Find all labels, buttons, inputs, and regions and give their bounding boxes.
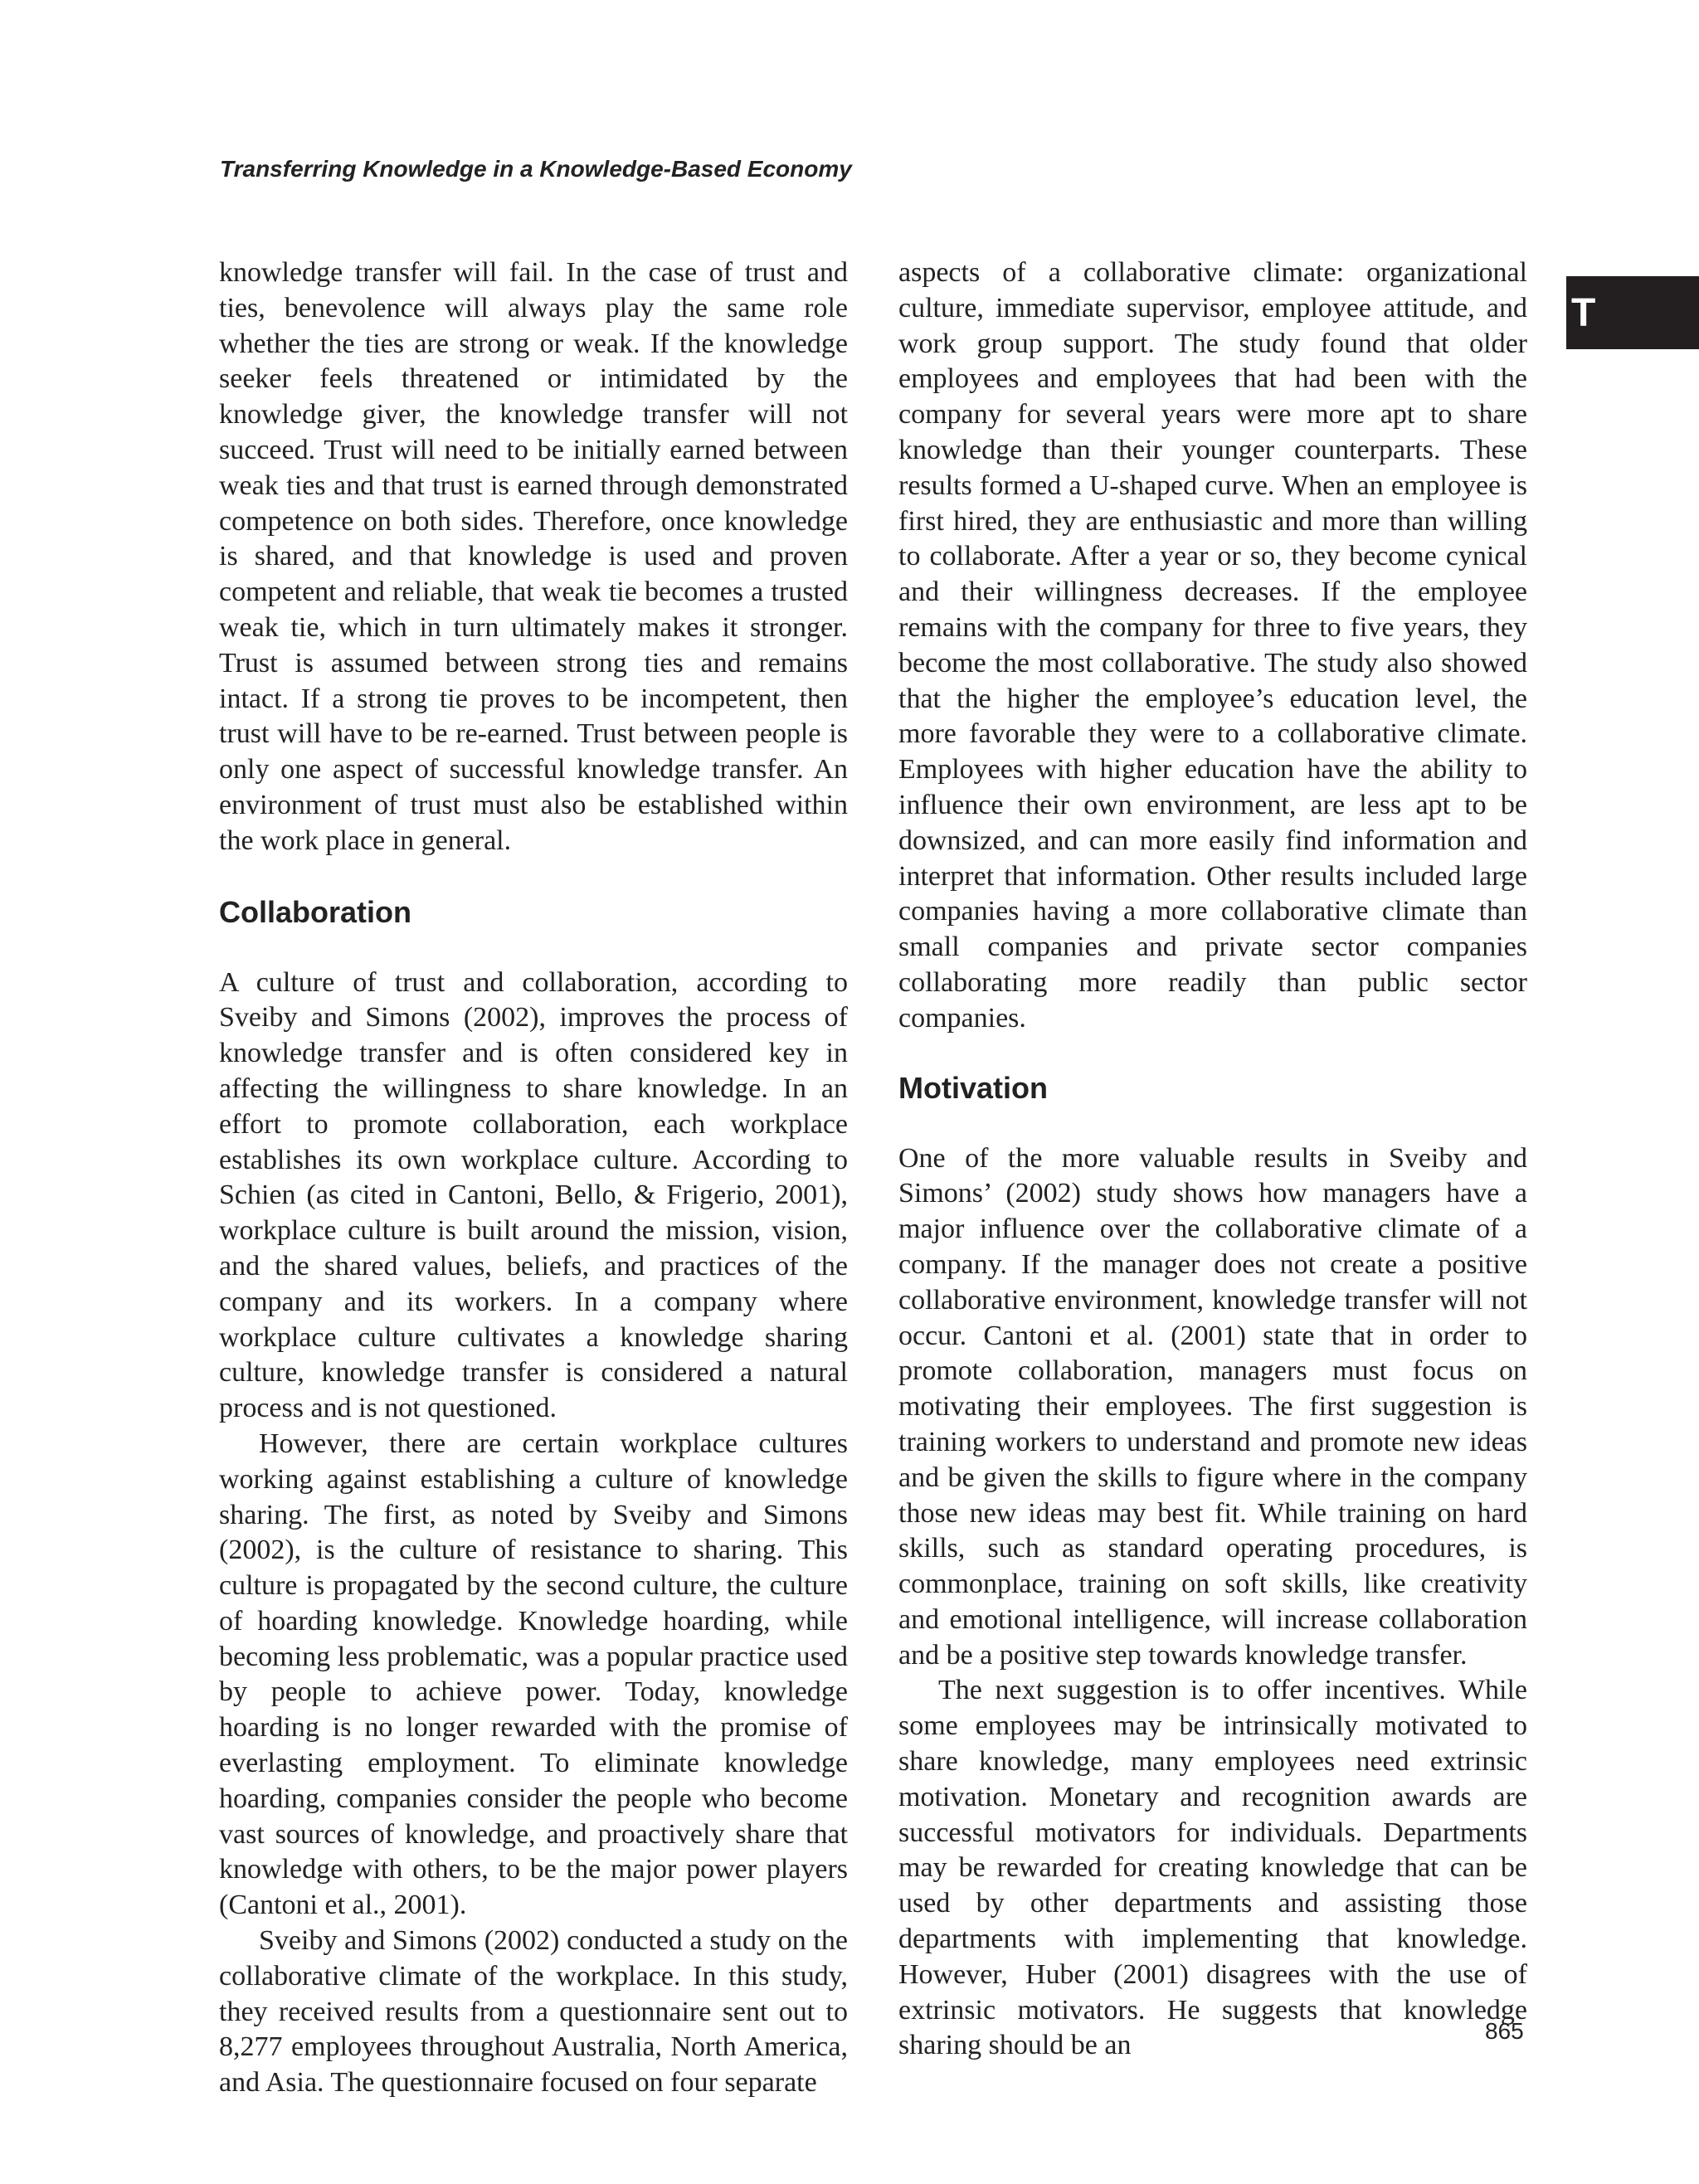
running-header: Transferring Knowledge in a Knowledge-Based Economy [220, 156, 852, 182]
right-paragraph-2: One of the more valuable results in Sveiby and Simons’ (2002) study shows how managers have a major influence over the collaborative climate of a company. If the manager does not create a positive collaborative environment, knowledge transfer will not occur. Cantoni et al. (2001) state that in order to promote collaboration, managers must focus on motivating their employees. The first suggestion is training workers to understand and promote new ideas and be given the skills to figure where in the company those new ideas may best fit. While training on hard skills, such as standard operating procedures, is commonplace, training on soft skills, like creativity and emotional intelligence, will increase collaboration and be a positive step towards knowledge transfer. [898, 1142, 1527, 1671]
left-paragraph-2: A culture of trust and collaboration, according to Sveiby and Simons (2002), improves the process of knowledge transfer and is often considered key in affecting the willingness to share knowledge. In an effort to promote collaboration, each workplace establishes its own workplace culture. According to Schien (as cited in Cantoni, Bello, & Frigerio, 2001), workplace culture is built around the mission, vision, and the shared values, beliefs, and practices of the company and its workers. In a company where workplace culture cultivates a knowledge sharing culture, knowledge transfer is considered a natural process and is not questioned. [219, 966, 848, 1424]
right-paragraph-3: The next suggestion is to offer incentives. While some employees may be intrinsically motivated to share knowledge, many employees need extrinsic motivation. Monetary and recognition awards are successful motivators for individuals. Departments may be rewarded for creating knowledge that can be used by other departments and assisting those departments with implementing that knowledge. However, Huber (2001) disagrees with the use of extrinsic motivators. He suggests that knowledge sharing should be an [898, 1675, 1527, 2061]
page-number: 865 [1485, 2018, 1524, 2044]
left-paragraph-4: Sveiby and Simons (2002) conducted a study on the collaborative climate of the workplace. In this study, they received results from a questionnaire sent out to 8,277 employees throughout Australia, North America, and Asia. The questionnaire focused on four separate [219, 1925, 848, 2099]
section-heading-collaboration: Collaboration [219, 894, 411, 929]
right-column [898, 255, 1527, 2064]
left-column [219, 255, 848, 2101]
left-paragraph-1: knowledge transfer will fail. In the case of trust and ties, benevolence will always play the same role whether the ties are strong or weak. If the knowledge seeker feels threatened or intimidated by the knowledge giver, the knowledge transfer will not succeed. Trust will need to be initially earned between weak ties and that trust is earned through demonstrated competence on both sides. Therefore, once knowledge is shared, and that knowledge is used and proven competent and reliable, that weak tie becomes a trusted weak tie, which in turn ultimately makes it stronger. Trust is assumed between strong ties and remains intact. If a strong tie proves to be incompetent, then trust will have to be re-earned. Trust between people is only one aspect of successful knowledge transfer. An environment of trust must also be established within the work place in general. [219, 257, 848, 856]
right-paragraph-1: aspects of a collaborative climate: organizational culture, immediate supervisor, employee attitude, and work group support. The study found that older employees and employees that had been with the company for several years were more apt to share knowledge than their younger counterparts. These results formed a U-shaped curve. When an employee is first hired, they are enthusiastic and more than willing to collaborate. After a year or so, they become cynical and their willingness decreases. If the employee remains with the company for three to five years, they become the most collaborative. The study also showed that the higher the employee’s education level, the more favorable they were to a collaborative climate. Employees with higher education have the ability to influence their own environment, are less apt to be downsized, and can more easily find information and interpret that information. Other results included large companies having a more collaborative climate than small companies and private sector companies collaborating more readily than public sector companies. [898, 257, 1527, 1034]
left-paragraph-3: However, there are certain workplace cultures working against establishing a culture of knowledge sharing. The first, as noted by Sveiby and Simons (2002), is the culture of resistance to sharing. This culture is propagated by the second culture, the culture of hoarding knowledge. Knowledge hoarding, while becoming less problematic, was a popular practice used by people to achieve power. Today, knowledge hoarding is no longer rewarded with the promise of everlasting employment. To eliminate knowledge hoarding, companies consider the people who become vast sources of knowledge, and proactively share that knowledge with others, to be the major power players (Cantoni et al., 2001). [219, 1428, 848, 1921]
section-heading-motivation: Motivation [898, 1070, 1048, 1105]
section-thumb-tab [1566, 276, 1699, 349]
thumb-tab-letter: T [1571, 290, 1596, 335]
